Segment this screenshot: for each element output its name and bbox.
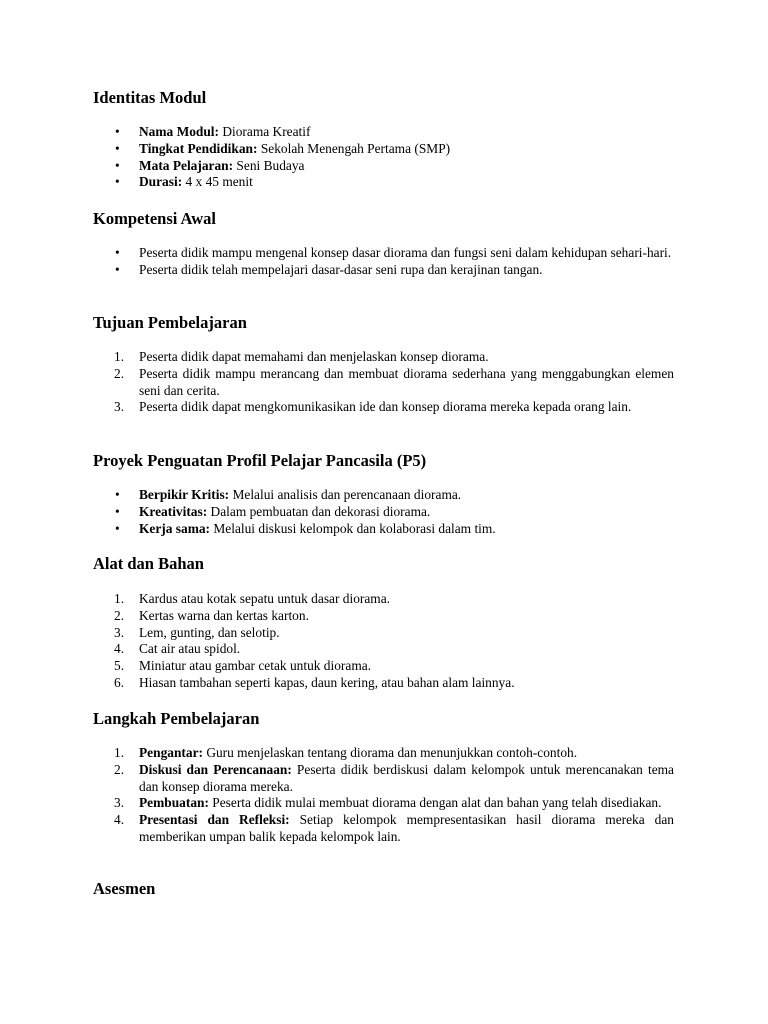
item-text: Kardus atau kotak sepatu untuk dasar diorama. [139,591,390,606]
item-number: 3. [114,624,125,640]
item-label: Berpikir Kritis: [139,487,230,502]
item-text: Peserta didik dapat memahami dan menjelaskan konsep diorama. [139,349,489,364]
item-label: Pembuatan: [139,795,209,811]
list-item [93,521,674,538]
item-label: Kreativitas: [139,503,208,519]
list-item [93,141,674,158]
item-number: 1. [114,745,125,760]
item-number: 1. [114,591,125,606]
list-item [93,504,674,521]
item-text: Miniatur atau gambar cetak untuk diorama. [139,658,372,674]
list-item [93,812,674,846]
item-text: Cat air atau spidol. [139,641,241,657]
item-number: 3. [114,795,125,811]
section-heading-tujuan-pembelajaran: Tujuan Pembelajaran [93,313,247,332]
item-text: Guru menjelaskan tentang diorama dan menunjukkan contoh-contoh. [202,745,578,760]
item-number: 4. [114,812,125,828]
list-item [93,245,674,262]
item-number: 3. [114,399,125,415]
list-item [93,675,674,692]
item-number: 2. [114,761,125,777]
list-item [93,745,674,762]
kompetensi-awal-list [93,245,674,279]
list-item [93,174,674,191]
item-text: Sekolah Menengah Pertama (SMP) [257,140,451,156]
item-number: 2. [114,365,125,381]
item-number: 6. [114,674,125,690]
section-heading-kompetensi-awal: Kompetensi Awal [93,209,216,228]
item-text: Hiasan tambahan seperti kapas, daun kering, atau bahan alam lainnya. [139,674,515,690]
list-item [93,349,674,366]
item-label: Nama Modul: [139,124,219,139]
item-label: Durasi: [139,174,183,190]
item-label: Pengantar: [139,745,203,760]
section-heading-asesmen: Asesmen [93,879,156,898]
list-item [93,366,674,400]
list-item [93,158,674,175]
section-heading-proyek-p5: Proyek Penguatan Profil Pelajar Pancasila (P5) [93,451,427,470]
item-text: Peserta didik mampu merancang dan membuat diorama sederhana yang menggabungkan elemen seni dan cerita. [139,365,674,398]
item-text: Melalui analisis dan perencanaan diorama. [229,487,462,502]
tujuan-pembelajaran-list [93,349,674,416]
item-text: 4 x 45 menit [182,174,253,190]
item-number: 5. [114,658,125,674]
langkah-pembelajaran-list [93,745,674,846]
item-text: Peserta didik dapat mengkomunikasikan ide dan konsep diorama mereka kepada orang lain. [139,399,632,415]
list-item [93,591,674,608]
proyek-p5-list [93,487,674,537]
list-item [93,608,674,625]
item-text: Setiap kelompok mempresentasikan hasil diorama mereka dan memberikan umpan balik kepada kelompok lain. [139,812,674,844]
item-text: Dalam pembuatan dan dekorasi diorama. [207,503,431,519]
list-item [93,625,674,642]
item-number: 4. [114,641,125,657]
alat-dan-bahan-list [93,591,674,692]
item-text: Seni Budaya [233,157,305,173]
item-text: Peserta didik mampu mengenal konsep dasar diorama dan fungsi seni dalam kehidupan sehari-hari. [139,245,672,260]
item-number: 1. [114,349,125,364]
list-item [93,124,674,141]
item-text: Lem, gunting, dan selotip. [139,624,280,640]
list-item [93,262,674,279]
list-item [93,658,674,675]
list-item [93,399,674,416]
section-heading-langkah-pembelajaran: Langkah Pembelajaran [93,709,260,728]
list-item [93,641,674,658]
list-item [93,795,674,812]
item-text: Peserta didik telah mempelajari dasar-dasar seni rupa dan kerajinan tangan. [139,261,543,277]
item-text: Melalui diskusi kelompok dan kolaborasi dalam tim. [210,520,496,536]
item-text: Peserta didik berdiskusi dalam kelompok untuk merencanakan tema dan konsep diorama mereka. [139,761,675,794]
section-heading-alat-dan-bahan: Alat dan Bahan [93,554,204,573]
item-label: Tingkat Pendidikan: [139,140,258,156]
list-item [93,762,674,796]
item-label: Kerja sama: [139,520,211,536]
item-label: Presentasi dan Refleksi: [139,812,290,828]
item-label: Diskusi dan Perencanaan: [139,761,292,777]
item-text: Diorama Kreatif [218,124,311,139]
item-number: 2. [114,607,125,623]
section-heading-identitas-modul: Identitas Modul [93,88,207,107]
identitas-modul-list [93,124,674,191]
list-item [93,487,674,504]
item-text: Peserta didik mulai membuat diorama dengan alat dan bahan yang telah disediakan. [208,795,662,811]
item-text: Kertas warna dan kertas karton. [139,607,309,623]
item-label: Mata Pelajaran: [139,157,234,173]
